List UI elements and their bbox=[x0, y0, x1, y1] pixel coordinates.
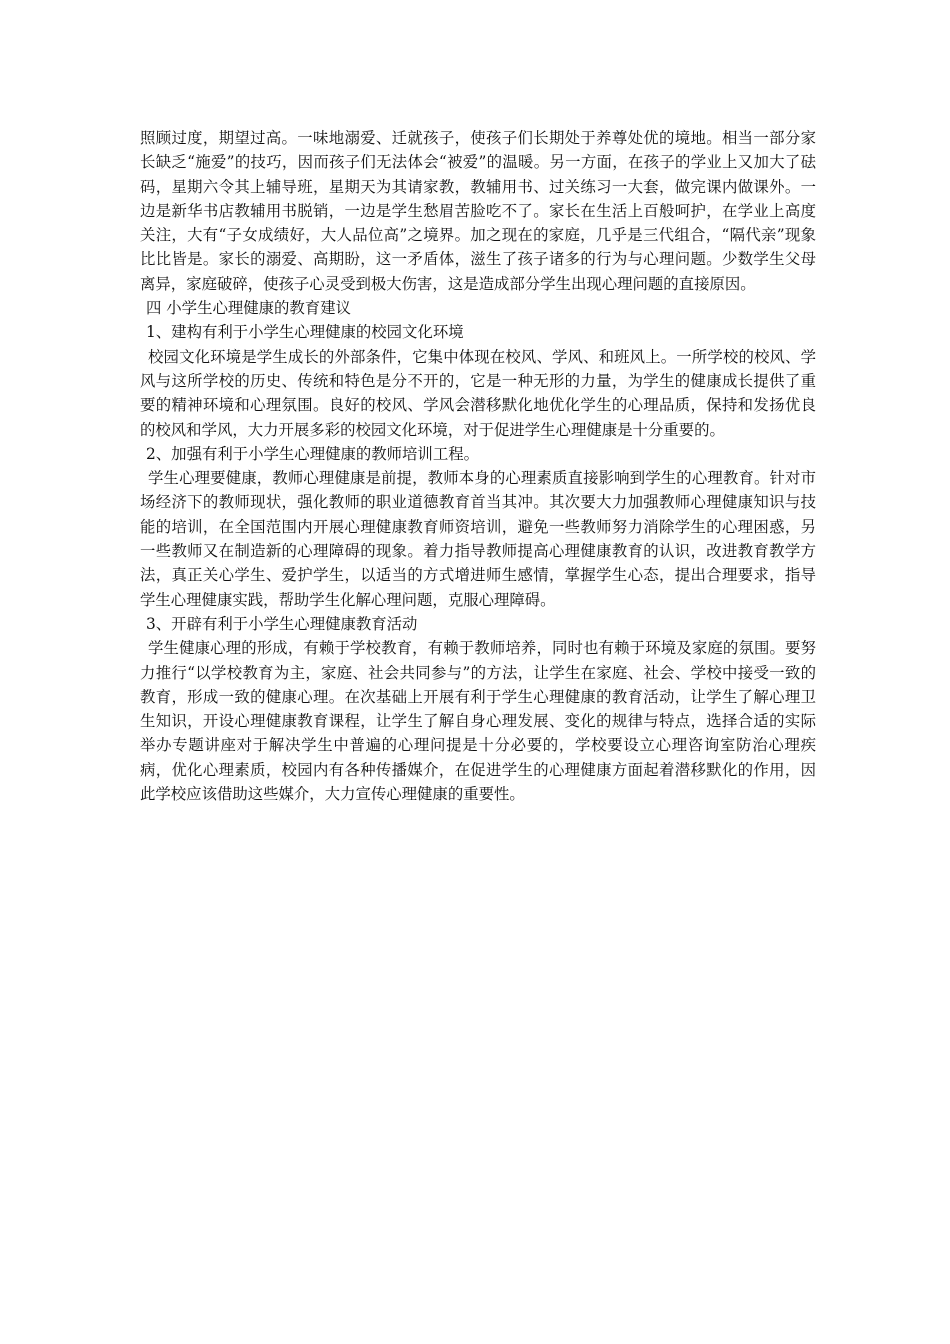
subheading-3: 3、开辟有利于小学生心理健康教育活动 bbox=[146, 614, 418, 633]
subheading-1: 1、建构有利于小学生心理健康的校园文化环境 bbox=[146, 323, 464, 342]
paragraph-campus-culture: 校园文化环境是学生成长的外部条件，它集中体现在校风、学风、和班风上。一所学校的校风、学风与这所学校的历史、传统和特色是分不开的，它是一种无形的力量，为学生的健康成长提供了重要的精神环境和心理氛围。良好的校风、学风会潜移默化地优化学生的心理品质，保持和发扬优良的校风和学风，大力开展多彩的校园文化环境，对于促进学生心理健康是十分重要的。 bbox=[140, 347, 816, 439]
document-page bbox=[140, 126, 816, 806]
paragraph-family-causes: 照顾过度，期望过高。一味地溺爱、迁就孩子，使孩子们长期处于养尊处优的境地。相当一部分家长缺乏“施爱”的技巧，因而孩子们无法体会“被爱”的温暖。另一方面，在孩子的学业上又加大了砝码，星期六令其上辅导班，星期天为其请家教，教辅用书、过关练习一大套，做完课内做课外。一边是新华书店教辅用书脱销，一边是学生愁眉苦脸吃不了。家长在生活上百般呵护，在学业上高度关注，大有“子女成绩好，大人品位高”之境界。加之现在的家庭，几乎是三代组合，“隔代亲”现象比比皆是。家长的溺爱、高期盼，这一矛盾体，滋生了孩子诸多的行为与心理问题。少数学生父母离异，家庭破碎，使孩子心灵受到极大伤害，这是造成部分学生出现心理问题的直接原因。 bbox=[140, 129, 816, 293]
section-heading-4: 四 小学生心理健康的教育建议 bbox=[146, 299, 351, 318]
paragraph-education-activities: 学生健康心理的形成，有赖于学校教育，有赖于教师培养，同时也有赖于环境及家庭的氛围。要努力推行“以学校教育为主，家庭、社会共同参与”的方法，让学生在家庭、社会、学校中接受一致的教育，形成一致的健康心理。在次基础上开展有利于学生心理健康的教育活动，让学生了解心理卫生知识，开设心理健康教育课程，让学生了解自身心理发展、变化的规律与特点，选择合适的实际举办专题讲座对于解决学生中普遍的心理问提是十分必要的，学校要设立心理咨询室防治心理疾病，优化心理素质，校园内有各种传播媒介，在促进学生的心理健康方面起着潜移默化的作用，因此学校应该借助这些媒介，大力宣传心理健康的重要性。 bbox=[140, 639, 816, 804]
paragraph-teacher-training: 学生心理要健康，教师心理健康是前提，教师本身的心理素质直接影响到学生的心理教育。针对市场经济下的教师现状，强化教师的职业道德教育首当其冲。其次要大力加强教师心理健康知识与技能的培训，在全国范围内开展心理健康教育师资培训，避免一些教师努力消除学生的心理困惑，另一些教师又在制造新的心理障碍的现象。着力指导教师提高心理健康教育的认识，改进教育教学方法，真正关心学生、爱护学生，以适当的方式增进师生感情，掌握学生心态，提出合理要求，指导学生心理健康实践，帮助学生化解心理问题，克服心理障碍。 bbox=[140, 469, 816, 609]
subheading-2: 2、加强有利于小学生心理健康的教师培训工程。 bbox=[146, 444, 479, 463]
